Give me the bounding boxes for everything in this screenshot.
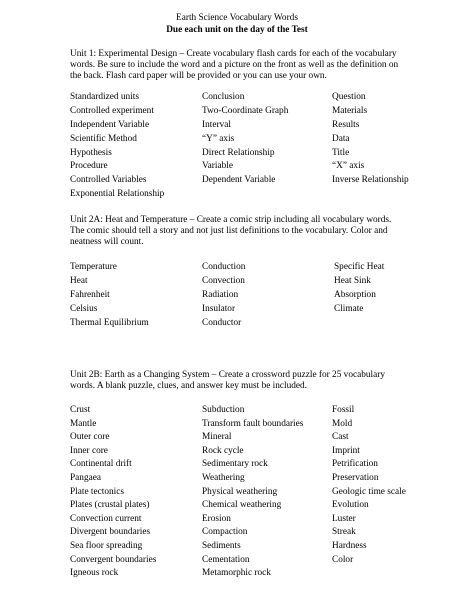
vocab-term: Mineral [202, 432, 232, 443]
document-title: Earth Science Vocabulary Words [176, 13, 298, 23]
unit2b-column-2 [202, 405, 303, 582]
vocab-term: Insulator [202, 303, 236, 314]
vocab-term: Physical weathering [202, 486, 278, 497]
vocab-term: Standardized units [70, 92, 139, 102]
unit2a-vocabulary-list [70, 262, 450, 332]
vocab-term: Fahrenheit [70, 289, 110, 300]
vocab-term: Exponential Relationship [70, 189, 165, 200]
vocab-term: Cast [332, 432, 349, 443]
vocab-term: Divergent boundaries [70, 527, 151, 538]
vocab-term: Cementation [202, 554, 250, 565]
vocab-term: Sea floor spreading [70, 540, 143, 551]
vocab-term: Mold [332, 418, 353, 429]
vocab-term: Climate [334, 303, 364, 314]
vocab-term: Subduction [202, 405, 245, 415]
unit2b-vocabulary-list [70, 405, 450, 585]
unit2b-column-3 [332, 405, 406, 568]
vocab-term: Sedimentary rock [202, 459, 268, 470]
vocab-term: Plates (crustal plates) [70, 500, 150, 511]
vocab-term: Materials [332, 105, 368, 116]
unit2a-column-1 [70, 262, 149, 331]
vocab-term: Inverse Relationship [332, 175, 409, 186]
vocab-term: Petrification [332, 459, 378, 470]
vocab-term: Imprint [332, 445, 360, 456]
vocab-term: Continental drift [70, 459, 132, 470]
vocab-term: Independent Variable [70, 119, 150, 130]
unit2b-column-1 [70, 405, 156, 582]
unit1-description-line: the back. Flash card paper will be provided or you can use your own. [70, 71, 327, 82]
unit2b-description [70, 370, 420, 392]
document-subtitle: Due each unit on the day of the Test [166, 25, 308, 35]
vocab-term: Luster [332, 513, 356, 524]
vocab-term: Compaction [202, 527, 248, 538]
vocab-term: Evolution [332, 500, 369, 511]
vocab-term: Erosion [202, 513, 231, 524]
vocab-term: Scientific Method [70, 133, 137, 144]
vocab-term: Transform fault boundaries [202, 418, 304, 429]
vocab-term: Igneous rock [70, 568, 119, 579]
vocab-term: Variable [202, 161, 233, 172]
vocab-term: Mantle [70, 418, 97, 429]
vocab-term: Plate tectonics [70, 486, 124, 497]
vocab-term: “X” axis [332, 161, 365, 172]
vocab-term: Geologic time scale [332, 486, 406, 497]
vocab-term: Convergent boundaries [70, 554, 157, 565]
unit1-description-line: Unit 1: Experimental Design – Create vocabulary flash cards for each of the vocabulary [70, 49, 397, 59]
vocab-term: Weathering [202, 472, 245, 483]
vocab-term: Two-Coordinate Graph [202, 105, 289, 116]
vocab-term: “Y” axis [202, 133, 235, 144]
vocab-term: Conclusion [202, 92, 245, 102]
unit1-column-1 [70, 92, 164, 203]
vocab-term: Direct Relationship [202, 147, 275, 158]
vocab-term: Conduction [202, 262, 246, 272]
unit2a-description-line: Unit 2A: Heat and Temperature – Create a comic strip including all vocabulary words. [70, 215, 392, 225]
vocab-term: Inner core [70, 445, 108, 456]
unit1-column-3 [332, 92, 409, 189]
vocab-term: Dependent Variable [202, 175, 276, 186]
vocab-term: Temperature [70, 262, 117, 272]
vocab-term: Fossil [332, 405, 355, 415]
unit1-description [70, 49, 420, 82]
unit2a-column-3 [334, 262, 384, 318]
unit2a-description-line: The comic should tell a story and not just list definitions to the vocabulary. Color and [70, 226, 388, 237]
unit2b-description-line: words. A blank puzzle, clues, and answer key must be included. [70, 381, 308, 392]
vocab-term: Data [332, 133, 350, 144]
vocab-term: Celsius [70, 303, 98, 314]
vocab-term: Chemical weathering [202, 500, 282, 511]
vocab-term: Heat [70, 275, 88, 286]
vocab-term: Hardness [332, 540, 367, 551]
unit2a-description [70, 215, 420, 248]
vocab-term: Interval [202, 119, 231, 130]
vocab-term: Preservation [332, 472, 379, 483]
unit2b-description-line: Unit 2B: Earth as a Changing System – Create a crossword puzzle for 25 vocabulary [70, 370, 385, 380]
vocab-term: Hypothesis [70, 147, 112, 158]
vocab-term: Conductor [202, 317, 242, 328]
unit1-vocabulary-list [70, 92, 450, 202]
vocab-term: Title [332, 147, 350, 158]
unit1-description-line: words. Be sure to include the word and a picture on the front as well as the definition on [70, 60, 399, 71]
vocab-term: Question [332, 92, 366, 102]
vocab-term: Controlled Variables [70, 175, 147, 186]
vocab-term: Metamorphic rock [202, 568, 271, 579]
vocab-term: Procedure [70, 161, 108, 172]
vocab-term: Rock cycle [202, 445, 244, 456]
vocab-term: Results [332, 119, 360, 130]
vocab-term: Pangaea [70, 472, 101, 483]
vocab-term: Streak [332, 527, 356, 538]
vocab-term: Convection current [70, 513, 142, 524]
vocab-term: Crust [70, 405, 91, 415]
vocab-term: Specific Heat [334, 262, 385, 272]
vocab-term: Radiation [202, 289, 239, 300]
vocab-term: Heat Sink [334, 275, 371, 286]
unit2a-column-2 [202, 262, 245, 331]
vocab-term: Thermal Equilibrium [70, 317, 149, 328]
vocab-term: Outer core [70, 432, 110, 443]
unit1-column-2 [202, 92, 288, 189]
vocab-term: Controlled experiment [70, 105, 154, 116]
vocab-term: Sediments [202, 540, 241, 551]
unit2a-description-line: neatness will count. [70, 237, 144, 248]
vocab-term: Absorption [334, 289, 376, 300]
vocab-term: Color [332, 554, 354, 565]
vocab-term: Convection [202, 275, 245, 286]
